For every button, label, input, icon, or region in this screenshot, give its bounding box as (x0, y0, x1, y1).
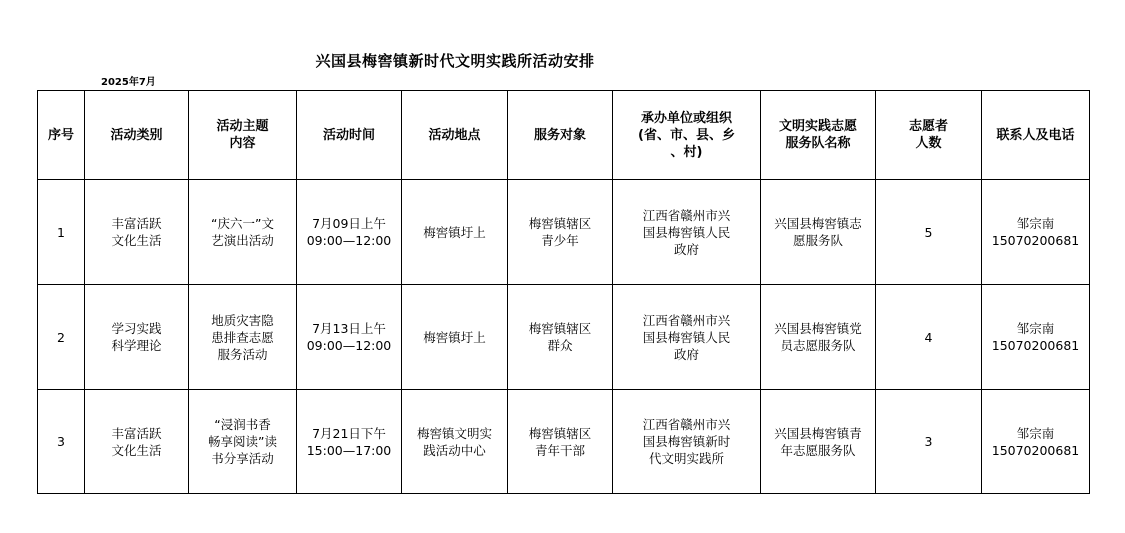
table-row (38, 180, 1090, 285)
cell-organizer (613, 180, 761, 285)
cell-text-line: 地质灾害隐 (211, 312, 274, 328)
cell-text-line: 代文明实践所 (648, 451, 724, 466)
cell-text-line: 15070200681 (991, 442, 1080, 458)
cell-text-line: 邹宗南 (1016, 321, 1055, 336)
header-category (85, 91, 189, 180)
cell-text-line: “浸润书香 (214, 417, 271, 432)
cell-text-line: 青年干部 (534, 442, 585, 458)
cell-text-line: 活动类别 (110, 127, 163, 143)
cell-target (508, 180, 613, 285)
cell-topic (189, 180, 297, 285)
cell-volunteers (876, 285, 982, 390)
cell-time (297, 390, 402, 494)
document-date: 2025年7月 (101, 77, 156, 88)
cell-time (297, 180, 402, 285)
cell-text-line: 5 (924, 224, 933, 240)
cell-text-line: 、村) (670, 144, 703, 160)
cell-text-line: 兴国县梅窖镇志 (774, 216, 862, 231)
cell-text-line: 服务对象 (533, 127, 586, 143)
cell-text-line: 序号 (47, 127, 74, 143)
cell-location (402, 285, 508, 390)
cell-team (761, 390, 876, 494)
cell-text-line: 09:00—12:00 (306, 338, 392, 353)
cell-text-line: 国县梅窖镇人民 (642, 224, 731, 240)
cell-text-line: 梅窖镇辖区 (528, 425, 592, 441)
cell-text-line: 联系人及电话 (996, 127, 1075, 143)
header-topic (189, 91, 297, 180)
cell-category (85, 285, 189, 390)
cell-text-line: 书分享活动 (211, 451, 274, 466)
cell-text-line: 7月21日下午 (312, 425, 386, 441)
cell-text-line: 3 (924, 434, 933, 449)
cell-text-line: 政府 (673, 241, 699, 257)
cell-index (38, 390, 85, 494)
cell-location (402, 180, 508, 285)
cell-text-line: 09:00—12:00 (306, 233, 392, 248)
cell-index (38, 285, 85, 390)
cell-text-line: 3 (57, 434, 65, 449)
cell-text-line: 畅享阅读”读 (208, 434, 277, 449)
cell-text-line: 活动主题 (216, 119, 269, 134)
cell-text-line: 兴国县梅窖镇党 (774, 321, 862, 336)
header-location (402, 91, 508, 180)
cell-text-line: 1 (57, 224, 65, 240)
header-contact (982, 91, 1090, 180)
cell-target (508, 390, 613, 494)
cell-text-line: 4 (924, 329, 933, 345)
cell-time (297, 285, 402, 390)
cell-volunteers (876, 180, 982, 285)
header-organizer (613, 91, 761, 180)
cell-text-line: 梅窖镇圩上 (423, 329, 486, 345)
cell-text-line: 丰富活跃 (111, 425, 162, 441)
document-title: 兴国县梅窖镇新时代文明实践所活动安排 (315, 52, 595, 70)
cell-text-line: 患排查志愿 (211, 329, 274, 345)
cell-text-line: 活动时间 (322, 127, 375, 143)
cell-text-line: 15:00—17:00 (306, 442, 392, 458)
cell-text-line: 文明实践志愿 (778, 119, 857, 134)
header-volunteers (876, 91, 982, 180)
cell-text-line: 内容 (229, 136, 256, 151)
cell-text-line: 年志愿服务队 (780, 442, 856, 458)
cell-text-line: 江西省赣州市兴 (642, 207, 731, 223)
cell-text-line: 2 (57, 329, 65, 345)
cell-text-line: 员志愿服务队 (780, 338, 856, 353)
cell-text-line: 7月09日上午 (312, 216, 386, 231)
cell-text-line: 学习实践 (111, 321, 162, 336)
cell-team (761, 285, 876, 390)
cell-contact (982, 180, 1090, 285)
table-header-row (38, 91, 1090, 180)
header-team (761, 91, 876, 180)
cell-text-line: 人数 (915, 136, 942, 151)
cell-text-line: 青少年 (541, 233, 579, 248)
cell-text-line: 服务队名称 (785, 136, 851, 151)
cell-text-line: 愿服务队 (792, 233, 843, 248)
cell-text-line: 丰富活跃 (111, 216, 162, 231)
cell-team (761, 180, 876, 285)
cell-text-line: 江西省赣州市兴 (642, 312, 731, 328)
cell-text-line: 服务活动 (217, 346, 268, 362)
cell-topic (189, 285, 297, 390)
header-time (297, 91, 402, 180)
cell-text-line: “庆六一”文 (211, 216, 274, 231)
cell-category (85, 180, 189, 285)
cell-category (85, 390, 189, 494)
table-row (38, 285, 1090, 390)
cell-location (402, 390, 508, 494)
cell-text-line: 艺演出活动 (211, 233, 274, 248)
cell-text-line: 江西省赣州市兴 (642, 417, 731, 432)
cell-organizer (613, 390, 761, 494)
cell-text-line: 群众 (547, 338, 573, 353)
cell-text-line: 15070200681 (991, 233, 1080, 248)
cell-text-line: 承办单位或组织 (640, 110, 732, 126)
cell-contact (982, 390, 1090, 494)
cell-topic (189, 390, 297, 494)
cell-text-line: (省、市、县、乡 (638, 127, 735, 143)
header-index (38, 91, 85, 180)
cell-text-line: 梅窖镇辖区 (528, 321, 592, 336)
cell-text-line: 梅窖镇圩上 (423, 224, 486, 240)
cell-contact (982, 285, 1090, 390)
activity-schedule-table (37, 90, 1090, 494)
cell-text-line: 梅窖镇文明实 (416, 425, 492, 441)
cell-text-line: 邹宗南 (1016, 425, 1055, 441)
cell-text-line: 文化生活 (111, 442, 162, 458)
cell-text-line: 政府 (673, 346, 699, 362)
cell-text-line: 7月13日上午 (312, 321, 386, 336)
cell-volunteers (876, 390, 982, 494)
header-target (508, 91, 613, 180)
table-row (38, 390, 1090, 494)
cell-text-line: 活动地点 (428, 127, 481, 143)
cell-text-line: 邹宗南 (1016, 216, 1055, 231)
cell-text-line: 践活动中心 (423, 442, 486, 458)
cell-target (508, 285, 613, 390)
cell-text-line: 梅窖镇辖区 (528, 216, 592, 231)
cell-organizer (613, 285, 761, 390)
cell-text-line: 科学理论 (111, 338, 162, 353)
cell-text-line: 15070200681 (991, 338, 1080, 353)
cell-text-line: 兴国县梅窖镇青 (774, 425, 862, 441)
cell-text-line: 国县梅窖镇新时 (642, 434, 731, 449)
cell-text-line: 文化生活 (111, 233, 162, 248)
cell-text-line: 志愿者 (908, 119, 948, 134)
cell-index (38, 180, 85, 285)
cell-text-line: 国县梅窖镇人民 (642, 329, 731, 345)
